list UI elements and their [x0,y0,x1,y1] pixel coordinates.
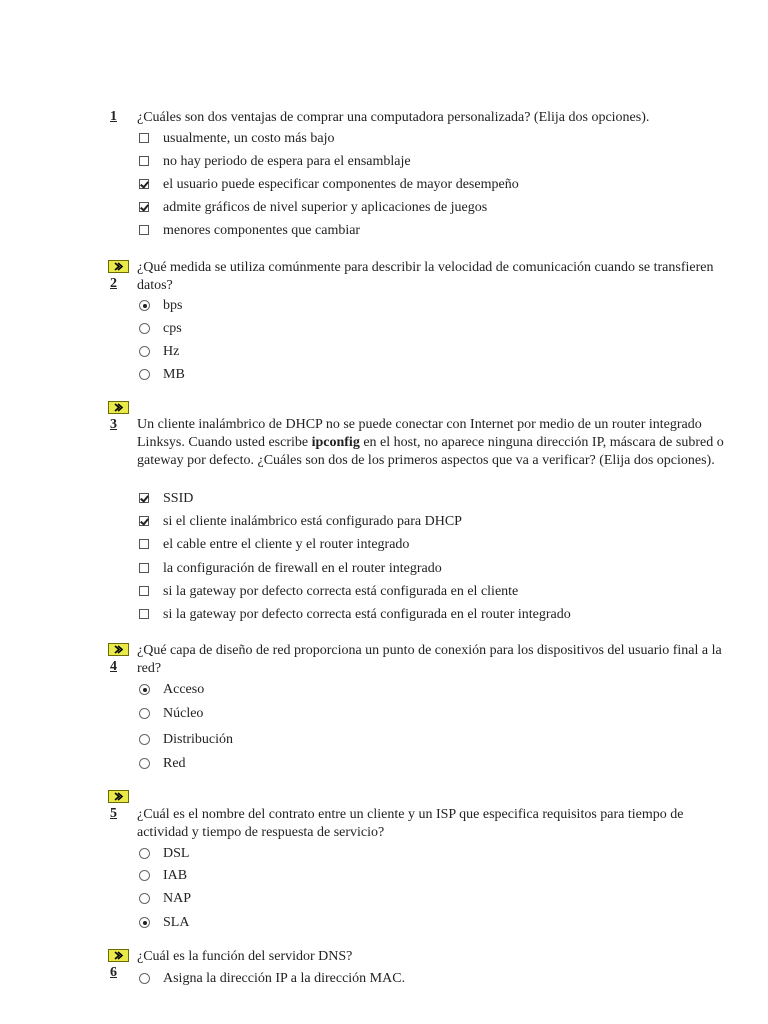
radio[interactable] [139,973,150,984]
radio[interactable] [139,369,150,380]
question-number: 4 [110,659,117,674]
question-text: Un cliente inalámbrico de DHCP no se puede conectar con Internet por medio de un router integrado Linksys. Cuando usted escribe ipconfig en el host, no aparece ninguna dirección IP, máscara de subred o gateway por defecto. ¿Cuáles son dos de los primeros aspectos que va a verificar? (Elija dos opciones). [137,417,724,468]
arrow-icon [108,260,129,273]
radio[interactable] [139,893,150,904]
checkbox[interactable] [139,225,149,235]
arrow-icon [108,790,129,803]
checkbox[interactable] [139,586,149,596]
radio-selected[interactable] [139,684,150,695]
checkbox[interactable] [139,133,149,143]
question-number: 3 [110,417,117,432]
checkbox-checked[interactable] [139,516,149,526]
radio[interactable] [139,870,150,881]
checkbox[interactable] [139,539,149,549]
question-text: ¿Qué capa de diseño de red proporciona un punto de conexión para los dispositivos del usuario final a la red? [137,643,722,676]
radio[interactable] [139,323,150,334]
radio[interactable] [139,758,150,769]
question-number: 2 [110,276,117,291]
arrow-icon [108,643,129,656]
radio[interactable] [139,708,150,719]
radio[interactable] [139,734,150,745]
radio[interactable] [139,848,150,859]
question-number: 5 [110,806,117,821]
question-text: ¿Cuál es el nombre del contrato entre un cliente y un ISP que especifica requisitos para tiempo de actividad y tiempo de respuesta de servicio? [137,807,684,840]
question-number: 6 [110,965,117,980]
checkbox[interactable] [139,563,149,573]
checkbox[interactable] [139,609,149,619]
question-number: 1 [110,109,117,124]
radio-selected[interactable] [139,917,150,928]
question-text: ¿Cuáles son dos ventajas de comprar una computadora personalizada? (Elija dos opciones). [137,110,650,125]
arrow-icon [108,401,129,414]
arrow-icon [108,949,129,962]
checkbox[interactable] [139,156,149,166]
radio[interactable] [139,346,150,357]
checkbox-checked[interactable] [139,493,149,503]
command-keyword: ipconfig [311,435,360,450]
question-text: ¿Qué medida se utiliza comúnmente para describir la velocidad de comunicación cuando se transfieren datos? [137,260,714,293]
radio-selected[interactable] [139,300,150,311]
question-text: ¿Cuál es la función del servidor DNS? [137,949,353,964]
checkbox-checked[interactable] [139,202,149,212]
checkbox-checked[interactable] [139,179,149,189]
